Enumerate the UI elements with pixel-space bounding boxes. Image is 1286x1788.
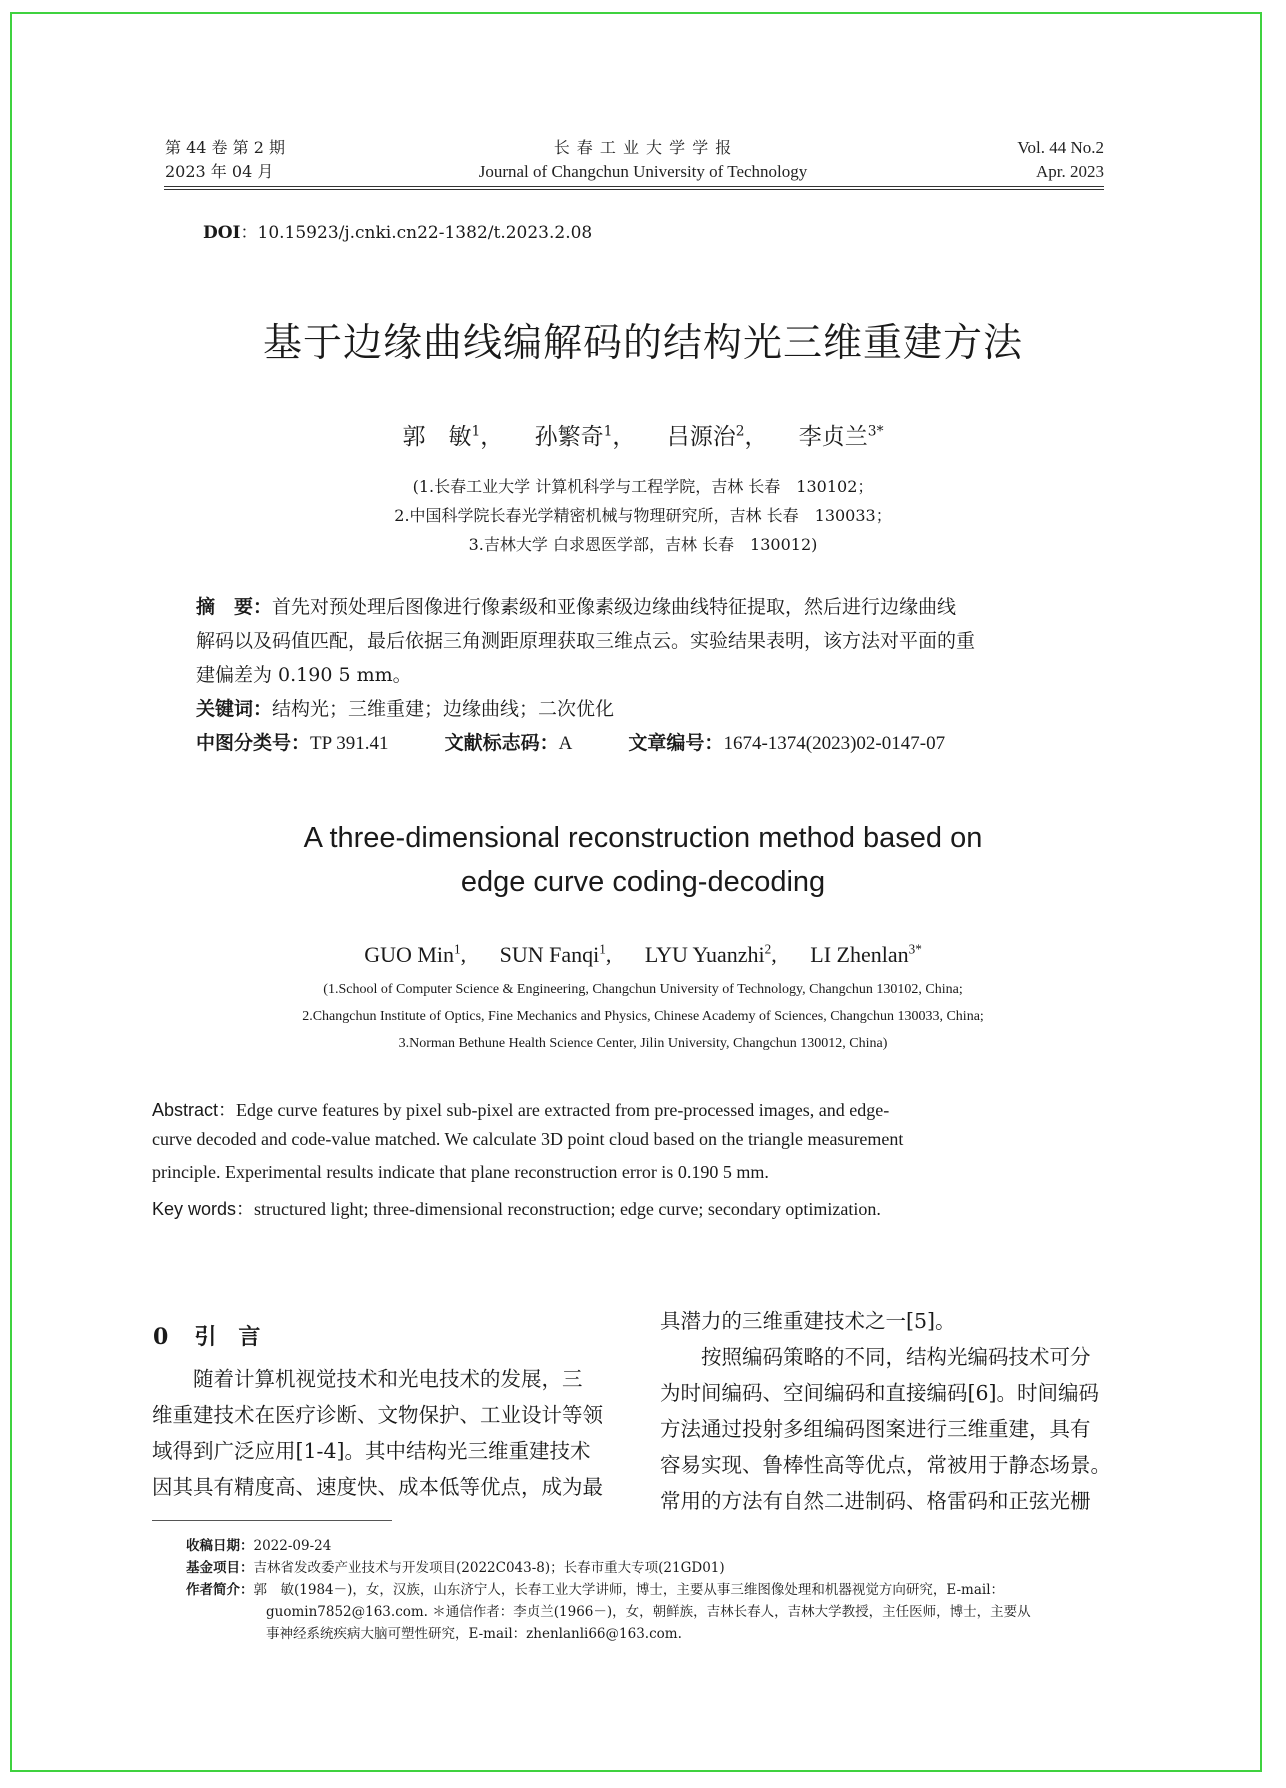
body-right-line: 常用的方法有自然二进制码、格雷码和正弦光栅	[660, 1489, 1091, 1513]
abstract-cn-line: 摘 要：首先对预处理后图像进行像素级和亚像素级边缘曲线特征提取，然后进行边缘曲线	[196, 596, 957, 618]
header-vol-en: Vol. 44 No.2	[1017, 138, 1104, 157]
body-right-line: 为时间编码、空间编码和直接编码[6]。时间编码	[660, 1381, 1100, 1405]
footnote-bio: 作者简介：郭 敏(1984－)，女，汉族，山东济宁人，长春工业大学讲师，博士，主要从事三维图像处理和机器视觉方向研究，E-mail：	[186, 1582, 1005, 1598]
affiliation-cn: 2.中国科学院长春光学精密机械与物理研究所，吉林 长春 130033；	[394, 506, 892, 525]
header-volume: 第 44 卷 第 2 期	[165, 138, 285, 157]
keywords-en: Key words：structured light; three-dimensional reconstruction; edge curve; secondary optimization.	[152, 1199, 881, 1219]
footnote-bio-line: guomin7852@163.com. ＊通信作者：李贞兰(1966－)，女，朝鲜族，吉林长春人，吉林大学教授，主任医师，博士，主要从	[266, 1604, 1031, 1620]
section-heading: 0 引 言	[153, 1324, 261, 1350]
footnote-rule	[152, 1520, 392, 1521]
affiliation-cn: 3.吉林大学 白求恩医学部，吉林 长春 130012)	[468, 535, 818, 554]
author-en: GUO Min$^1$,	[364, 941, 467, 967]
doc-code-value: A	[558, 733, 573, 754]
body-right-line: 方法通过投射多组编码图案进行三维重建，具有	[660, 1417, 1091, 1441]
doi	[203, 218, 592, 243]
header-journal-en: Journal of Changchun University of Technology	[478, 162, 808, 181]
affiliation-cn: (1.长春工业大学 计算机科学与工程学院，吉林 长春 130102；	[412, 477, 874, 496]
title-en-line1: A three-dimensional reconstruction method based on	[303, 822, 983, 854]
body-right-line: 具潜力的三维重建技术之一[5]。	[660, 1309, 956, 1333]
abstract-en-line: principle. Experimental results indicate that plane reconstruction error is 0.190 5 mm.	[152, 1162, 769, 1182]
abstract-en-line: Abstract：Edge curve features by pixel sub-pixel are extracted from pre-processed images, and edge-	[152, 1100, 890, 1120]
header-date-en: Apr. 2023	[1036, 162, 1104, 181]
affiliation-en: 2.Changchun Institute of Optics, Fine Mechanics and Physics, Chinese Academy of Sciences, Changchun 130033, China;	[302, 1009, 984, 1024]
affiliation-en: (1.School of Computer Science & Engineering, Changchun University of Technology, Changchun 130102, China;	[323, 982, 963, 997]
article-no-value: 1674-1374(2023)02-0147-07	[723, 733, 946, 754]
footnote-fund: 基金项目：吉林省发改委产业技术与开发项目(2022C043-8)；长春市重大专项(21GD01)	[186, 1560, 725, 1576]
body-right-line: 按照编码策略的不同，结构光编码技术可分	[660, 1345, 1091, 1369]
keywords-en-label: Key words	[152, 1199, 237, 1219]
body-right-line: 容易实现、鲁棒性高等优点，常被用于静态场景。	[660, 1453, 1111, 1477]
title-cn: 基于边缘曲线编解码的结构光三维重建方法	[262, 321, 1023, 366]
author-cn: 吕源治$^2$，	[666, 423, 768, 450]
abstract-cn-line: 建偏差为 0.190 5 mm。	[196, 664, 412, 686]
header-rule-top	[164, 186, 1104, 187]
body-left-line: 维重建技术在医疗诊断、文物保护、工业设计等领	[152, 1403, 603, 1427]
author-en: LI Zhenlan$^{3*}$	[810, 941, 922, 967]
body-left-line: 域得到广泛应用[1-4]。其中结构光三维重建技术	[152, 1439, 591, 1463]
authors-en	[0, 942, 1286, 968]
header-journal-cn: 长 春 工 业 大 学 学 报	[553, 138, 733, 157]
body-left-line: 因其具有精度高、速度快、成本低等优点，成为最	[152, 1475, 603, 1499]
author-cn: 郭 敏$^1$，	[402, 423, 504, 450]
body-left-line: 随着计算机视觉技术和光电技术的发展，三	[152, 1367, 583, 1391]
authors-cn	[0, 418, 1286, 451]
author-en: SUN Fanqi$^1$,	[499, 941, 612, 967]
abstract-cn-line: 解码以及码值匹配，最后依据三角测距原理获取三维点云。实验结果表明，该方法对平面的重	[196, 630, 976, 652]
abstract-en-label: Abstract	[152, 1100, 219, 1120]
keywords-cn-label: 关键词：	[196, 698, 273, 720]
author-cn: 孙繁奇$^1$，	[534, 423, 636, 450]
doc-code-label: 文献标志码：	[444, 732, 559, 754]
header-date: 2023 年 04 月	[165, 162, 274, 181]
footnote-bio-line: 事神经系统疾病大脑可塑性研究，E-mail：zhenlanli66@163.com.	[266, 1626, 682, 1642]
abstract-en-line: curve decoded and code-value matched. We calculate 3D point cloud based on the triangle measurement	[152, 1129, 904, 1149]
article-no-label: 文章编号：	[628, 732, 724, 754]
keywords-cn: 关键词：结构光；三维重建；边缘曲线；二次优化	[196, 698, 615, 720]
title-en-line2: edge curve coding-decoding	[460, 866, 826, 898]
header-rule-bottom	[164, 189, 1104, 190]
doi-label: DOI	[203, 223, 241, 243]
abstract-cn-label: 摘 要：	[196, 596, 273, 618]
doi-value: ：10.15923/j.cnki.cn22-1382/t.2023.2.08	[240, 223, 593, 243]
clc-label: 中图分类号：	[196, 732, 311, 754]
footnote-received: 收稿日期：2022-09-24	[186, 1538, 332, 1554]
affiliation-en: 3.Norman Bethune Health Science Center, Jilin University, Changchun 130012, China)	[398, 1036, 888, 1051]
author-en: LYU Yuanzhi$^2$,	[644, 941, 777, 967]
clc-value: TP 391.41	[310, 733, 389, 754]
author-cn: 李贞兰$^{3*}$	[798, 423, 884, 450]
classification-line	[196, 726, 945, 761]
